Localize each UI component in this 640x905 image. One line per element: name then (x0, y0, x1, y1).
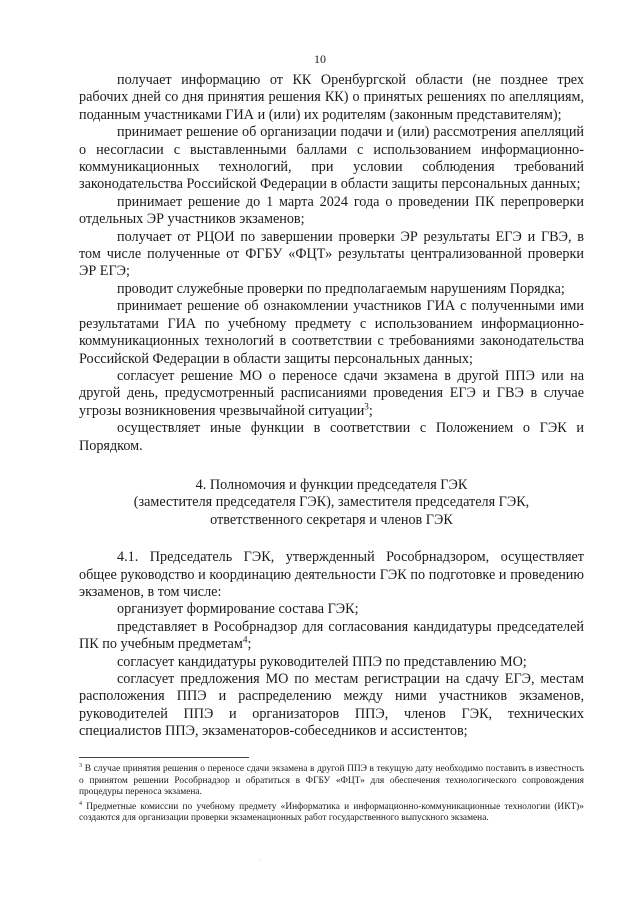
scan-speck-mark: · (258, 856, 261, 865)
paragraph-text: представляет в Рособрнадзор для согласования кандидатуры председателей ПК по учебным предметам (79, 618, 584, 653)
paragraph: осуществляет иные функции в соответствии с Положением о ГЭК и Порядком. (79, 420, 584, 454)
footnote-mark: 3 (79, 762, 83, 769)
heading-line-2: (заместителя председателя ГЭК), заместителя председателя ГЭК, (133, 494, 530, 511)
paragraph-tail: ; (368, 402, 373, 419)
paragraph: принимает решение об организации подачи и (или) рассмотрения апелляций о несогласии с выставленными баллами с использованием информационно-коммуникационных технологий, при условии соблюдения требований законодательства Российской Федерации в области защиты персональных данных; (79, 124, 584, 193)
paragraph-with-footnote-3 (79, 368, 584, 420)
paragraph-tail: ; (247, 636, 252, 653)
footnote-ref-4: 4 (242, 634, 248, 645)
paragraph: 4.1. Председатель ГЭК, утвержденный Рособрнадзором, осуществляет общее руководство и координацию деятельности ГЭК по подготовке и проведению экзаменов, в том числе: (79, 549, 584, 600)
document-body (79, 72, 584, 741)
footnote-3 (79, 764, 584, 799)
section-heading (79, 477, 584, 529)
footnote-text: В случае принятия решения о переносе сдачи экзамена в другой ППЭ в текущую дату необходимо поставить в известность о принятом решении Рособрнадзор и обратиться в ФГБУ «ФЦТ» для обеспечения технологического сопровождения процедуры переноса экзамена. (79, 764, 584, 798)
footnote-4 (79, 802, 584, 825)
paragraph: принимает решение об ознакомлении участников ГИА с полученными ими результатами ГИА по учебному предмету с использованием информационно-коммуникационных технологий в соответствии с требованиями законодательства Российской Федерации в области защиты персональных данных; (79, 298, 584, 367)
page-number: 10 (314, 52, 326, 66)
paragraph: получает информацию от КК Оренбургской области (не позднее трех рабочих дней со дня принятия решения КК) о принятых решениях по апелляциям, поданным участниками ГИА и (или) их родителям (законным представителям); (79, 72, 584, 123)
paragraph: согласует кандидатуры руководителей ППЭ по представлению МО; (117, 653, 527, 670)
paragraph-with-footnote-4 (79, 619, 584, 654)
footnote-mark: 4 (79, 800, 83, 807)
paragraph: принимает решение до 1 марта 2024 года о проведении ПК перепроверки отдельных ЭР участников экзаменов; (79, 193, 584, 228)
paragraph: проводит служебные проверки по предполагаемым нарушениям Порядка; (117, 280, 565, 297)
heading-line-3: ответственного секретаря и членов ГЭК (210, 511, 453, 528)
paragraph-text: согласует решение МО о переносе сдачи экзамена в другой ППЭ или на другой день, предусмотренный расписаниями проведения ЕГЭ и ГВЭ в случае угрозы возникновения чрезвычайной ситуации (79, 367, 584, 419)
paragraph: получает от РЦОИ по завершении проверки ЭР результаты ЕГЭ и ГВЭ, в том числе полученные от ФГБУ «ФЦТ» результаты централизованной проверки ЭР ЕГЭ; (79, 228, 584, 280)
footnote-ref-3: 3 (364, 400, 369, 411)
paragraph: согласует предложения МО по местам регистрации на сдачу ЕГЭ, местам расположения ППЭ и распределению между ними участников экзаменов, руководителей ППЭ и организаторов ППЭ, членов ГЭК, технических специалистов ППЭ, экзаменаторов-собеседников и ассистентов; (79, 671, 584, 740)
footnotes (79, 764, 584, 828)
paragraph: организует формирование состава ГЭК; (117, 601, 359, 618)
heading-line-1: 4. Полномочия и функции председателя ГЭК (195, 476, 468, 493)
footnote-text: Предметные комиссии по учебному предмету «Информатика и информационно-коммуникационные технологии (ИКТ)» создаются для организации проверки экзаменационных работ государственного выпускного экзамена. (79, 801, 584, 824)
footnote-divider (79, 757, 249, 758)
